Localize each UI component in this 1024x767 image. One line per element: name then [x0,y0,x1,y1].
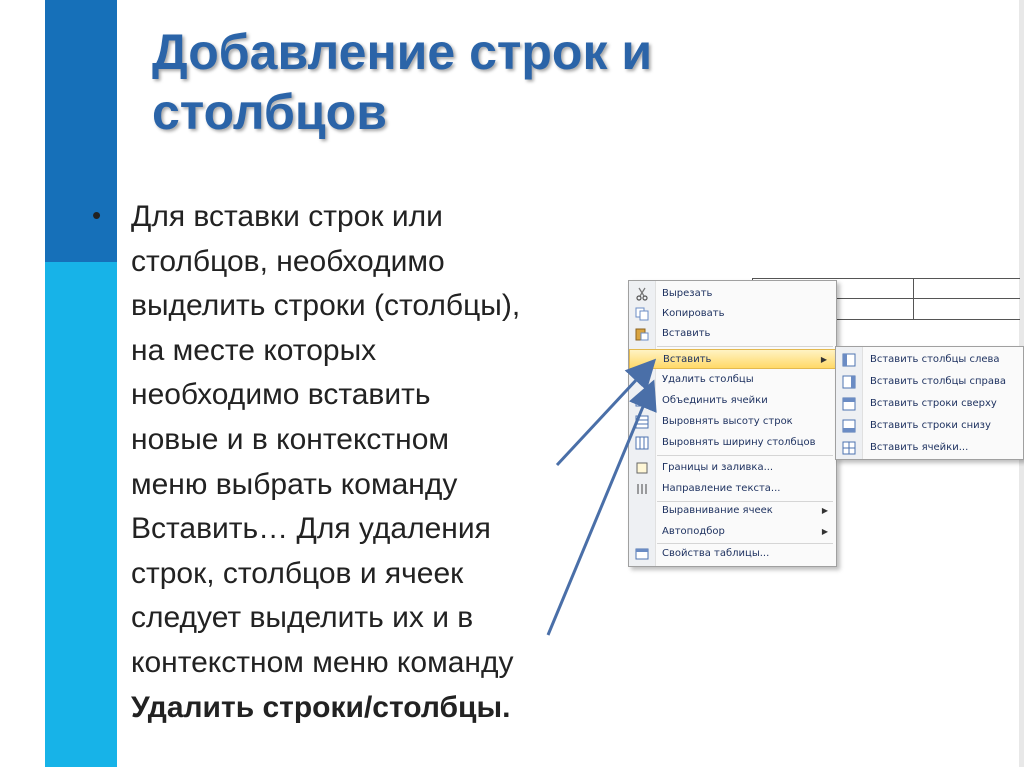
body-line: выделить строки (столбцы), [131,289,521,323]
submenu-item-label: Вставить столбцы справа [870,376,1007,387]
menu-item-table-properties[interactable] [629,544,836,564]
menu-item-text-direction[interactable] [629,479,836,499]
body-line: необходимо вставить [131,378,431,412]
body-line: меню выбрать команду [131,467,458,501]
left-stripe-dark [45,0,117,262]
body-line: новые и в контекстном [131,422,450,456]
menu-item-label: Объединить ячейки [662,395,768,406]
menu-item-delete-columns[interactable] [629,370,836,390]
slide-title [152,22,792,142]
submenu-arrow-icon: ▶ [821,506,828,515]
body-bold-command: Удалить строки/столбцы. [131,690,511,724]
menu-item-column-width[interactable] [629,433,836,453]
row-height-icon [635,415,649,429]
column-width-icon [635,436,649,450]
body-line: столбцов, необходимо [131,244,445,278]
merge-cells-icon [635,394,649,408]
table-border [752,278,1020,279]
menu-item-label: Вырезать [662,288,713,299]
menu-item-copy[interactable] [629,304,836,324]
menu-item-label: Выравнивание ячеек [662,505,773,516]
menu-item-label: Выровнять высоту строк [662,416,793,427]
submenu-item-insert-rows-below[interactable] [836,415,1023,437]
insert-submenu [835,346,1024,460]
menu-item-label: Автоподбор [662,526,725,537]
menu-item-insert-submenu[interactable] [629,349,836,369]
menu-item-row-height[interactable] [629,412,836,432]
menu-item-autofit[interactable] [629,522,836,542]
scissors-icon [635,287,649,301]
table-border [835,319,1020,320]
menu-item-label: Вставить [662,328,711,339]
menu-item-label: Выровнять ширину столбцов [662,437,816,448]
insert-cells-icon [842,441,856,455]
menu-item-label: Удалить столбцы [662,374,754,385]
menu-item-borders[interactable] [629,458,836,478]
submenu-item-insert-cells[interactable] [836,437,1023,459]
submenu-item-label: Вставить строки снизу [870,420,991,431]
submenu-arrow-icon: ▶ [820,355,827,364]
menu-item-label: Направление текста... [662,483,781,494]
submenu-arrow-icon: ▶ [821,527,828,536]
menu-separator [657,455,833,456]
body-line: Вставить… Для удаления [131,512,491,546]
body-line: следует выделить их и в [131,601,474,635]
submenu-item-label: Вставить столбцы слева [870,354,1000,365]
body-line: на месте которых [131,333,377,367]
paste-icon [635,327,649,341]
borders-icon [635,461,649,475]
menu-item-label: Границы и заливка... [662,462,774,473]
menu-item-label: Свойства таблицы... [662,548,770,559]
title-line-2: столбцов [152,84,387,140]
menu-item-label: Вставить [663,354,712,365]
insert-rows-above-icon [842,397,856,411]
insert-rows-below-icon [842,419,856,433]
menu-item-cell-alignment[interactable] [629,501,836,521]
body-line: строк, столбцов и ячеек [131,556,464,590]
table-properties-icon [635,547,649,561]
submenu-item-insert-rows-above[interactable] [836,393,1023,415]
left-stripe-light [45,262,117,767]
submenu-item-insert-columns-right[interactable] [836,371,1023,393]
body-line: Для вставки строк или [131,200,443,233]
context-menu [628,280,837,567]
copy-icon [635,307,649,321]
menu-separator [657,346,833,347]
insert-columns-left-icon [842,353,856,367]
body-text [131,195,611,730]
title-line-1: Добавление строк и [152,24,653,80]
body-line: контекстном меню команду [131,645,514,679]
menu-item-cut[interactable] [629,284,836,304]
menu-item-label: Копировать [662,308,725,319]
submenu-item-insert-columns-left[interactable] [836,349,1023,371]
insert-columns-right-icon [842,375,856,389]
bullet-marker: • [92,200,102,230]
menu-item-merge-cells[interactable] [629,391,836,411]
table-border [913,278,914,320]
table-border [835,298,1020,299]
submenu-item-label: Вставить ячейки... [870,442,969,453]
menu-item-paste[interactable] [629,324,836,344]
submenu-item-label: Вставить строки сверху [870,398,997,409]
text-direction-icon [635,482,649,496]
